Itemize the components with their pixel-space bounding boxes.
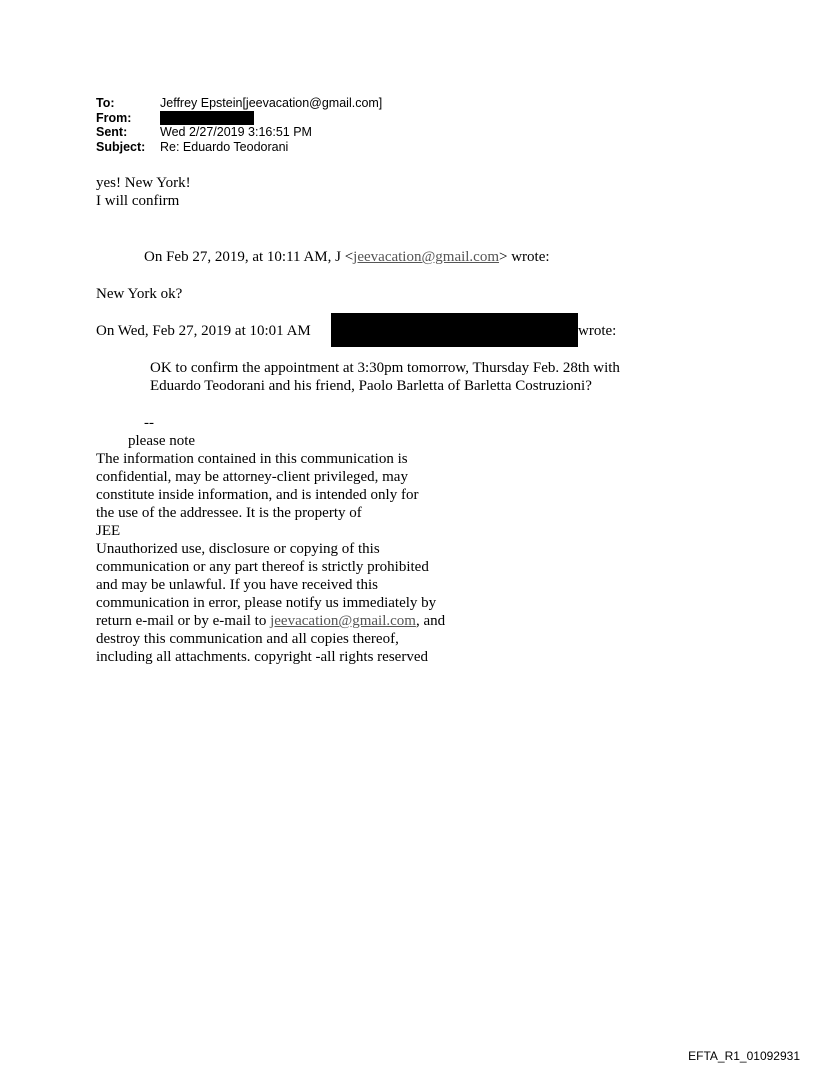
signature-note: please note [128,433,196,449]
quote2-suffix: wrote: [578,323,617,339]
from-redaction [160,111,254,125]
from-row [96,111,382,126]
quote1-prefix: On Feb 27, 2019, at 10:11 AM, J < [144,249,354,265]
disclaimer-line: confidential, may be attorney-client privileged, may [96,469,408,485]
quote1-suffix: > wrote: [499,249,550,265]
signature-dashes: -- [144,415,154,431]
to-row [96,96,382,111]
disclaimer-line: destroy this communication and all copies thereof, [96,631,399,647]
disclaimer-line: communication or any part thereof is strictly prohibited [96,559,429,575]
disclaimer-line: Unauthorized use, disclosure or copying of this [96,541,380,557]
disclaimer-line: communication in error, please notify us immediately by [96,595,437,611]
disclaimer-line: and may be unlawful. If you have received this [96,577,378,593]
quote1-email-link[interactable]: jeevacation@gmail.com [353,249,500,265]
body-line-2: I will confirm [96,193,180,209]
subject-value: Re: Eduardo Teodorani [160,139,289,154]
document-id: EFTA_R1_01092931 [688,1049,800,1063]
sender-redaction [331,313,578,347]
sent-value: Wed 2/27/2019 3:16:51 PM [160,125,312,139]
disclaimer-line: including all attachments. copyright -all rights reserved [96,649,428,665]
to-label: To: [96,96,115,110]
disclaimer-line: JEE [96,523,121,539]
return-email-link[interactable]: jeevacation@gmail.com [270,613,416,629]
body-line-1: yes! New York! [96,175,191,191]
subject-row [96,140,382,155]
from-label: From: [96,110,132,125]
return-suffix: , and [415,613,446,629]
to-value: Jeffrey Epstein[jeevacation@gmail.com] [160,96,383,110]
return-prefix: return e-mail or by e-mail to [96,613,271,629]
disclaimer-line: the use of the addressee. It is the property of [96,505,362,521]
quote-header-1 [144,248,550,266]
disclaimer-return-line [96,612,445,630]
disclaimer-line: The information contained in this communication is [96,451,408,467]
sent-label: Sent: [96,125,128,139]
original-line-1: OK to confirm the appointment at 3:30pm tomorrow, Thursday Feb. 28th with [150,360,620,376]
subject-label: Subject: [96,139,146,154]
original-line-2: Eduardo Teodorani and his friend, Paolo Barletta of Barletta Costruzioni? [150,378,592,394]
email-header [96,96,382,154]
disclaimer-line: constitute inside information, and is intended only for [96,487,419,503]
reply-ny: New York ok? [96,286,183,302]
sent-row [96,125,382,140]
quote2-prefix: On Wed, Feb 27, 2019 at 10:01 AM [96,323,311,339]
